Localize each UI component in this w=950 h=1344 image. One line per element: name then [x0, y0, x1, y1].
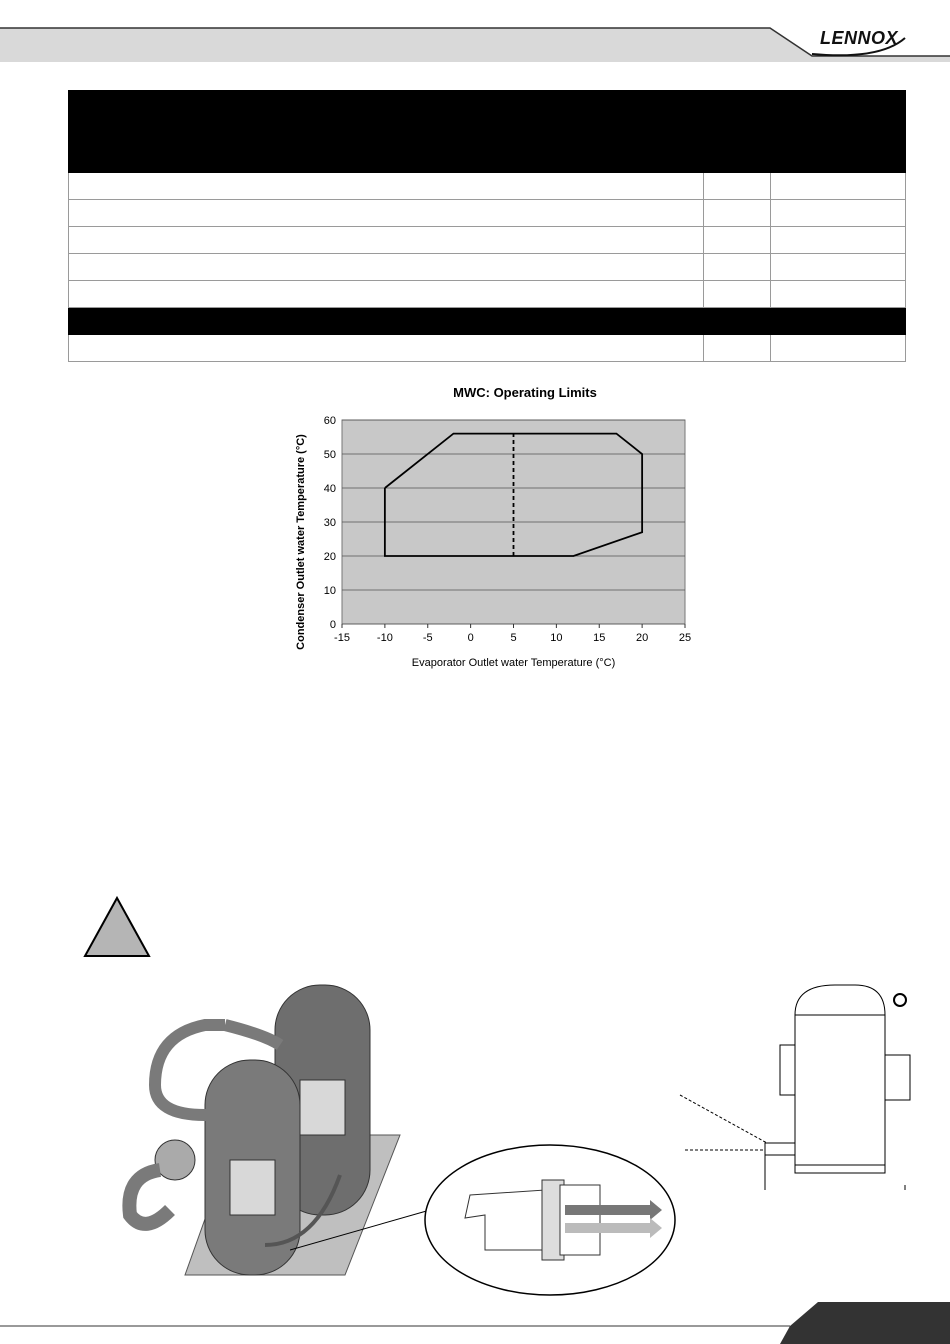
table-cell [69, 173, 704, 200]
operating-limits-chart [290, 380, 710, 680]
table-header-row [69, 91, 906, 146]
x-tick-label: -15 [334, 632, 350, 644]
table-cell [704, 227, 771, 254]
y-tick-label: 50 [323, 449, 336, 461]
table-cell [771, 91, 906, 146]
table-cell [771, 227, 906, 254]
table-cell [69, 200, 704, 227]
table-cell [704, 254, 771, 281]
header-band [0, 0, 950, 62]
table-cell [704, 281, 771, 308]
x-tick-label: 0 [467, 632, 474, 644]
table-section-row [69, 146, 906, 173]
table-row [69, 281, 906, 308]
brand-logo: LENNOX [820, 28, 899, 48]
footer-band [0, 1296, 950, 1344]
table-cell [771, 254, 906, 281]
table-cell [69, 281, 704, 308]
chart-svg [290, 380, 710, 680]
section-cell [69, 308, 906, 335]
x-tick-label: 5 [510, 632, 517, 644]
table-cell [704, 173, 771, 200]
table-cell [69, 91, 704, 146]
x-tick-label: 10 [550, 632, 563, 644]
x-tick-label: -5 [422, 632, 433, 644]
y-tick-label: 10 [323, 585, 336, 597]
x-tick-label: 15 [593, 632, 606, 644]
table-cell [69, 335, 704, 362]
table-cell [69, 254, 704, 281]
oil-equalization-fitting-detail [290, 1140, 690, 1300]
table-row [69, 227, 906, 254]
table-row [69, 173, 906, 200]
table-cell [771, 281, 906, 308]
chart-title: MWC: Operating Limits [453, 385, 597, 400]
spec-table [68, 90, 906, 362]
y-tick-label: 20 [323, 551, 336, 563]
x-tick-label: -10 [376, 632, 393, 644]
table-cell [771, 200, 906, 227]
table-cell [771, 173, 906, 200]
compressor-side-view-drawing [675, 975, 915, 1195]
y-tick-label: 60 [323, 415, 336, 427]
table-section-row [69, 308, 906, 335]
table-cell [69, 227, 704, 254]
table-cell [704, 335, 771, 362]
x-tick-label: 25 [678, 632, 692, 644]
y-axis-label: Condenser Outlet water Temperature (°C) [295, 434, 307, 650]
x-axis-label: Evaporator Outlet water Temperature (°C) [411, 657, 616, 669]
table-row [69, 254, 906, 281]
section-cell [69, 146, 906, 173]
y-tick-label: 40 [323, 483, 336, 495]
table-cell [704, 91, 771, 146]
y-tick-label: 30 [323, 517, 336, 529]
warning-triangle-icon [82, 895, 152, 959]
y-tick-label: 0 [329, 619, 336, 631]
x-tick-label: 20 [636, 632, 649, 644]
table-cell [704, 200, 771, 227]
table-cell [771, 335, 906, 362]
table-row [69, 335, 906, 362]
table-row [69, 200, 906, 227]
